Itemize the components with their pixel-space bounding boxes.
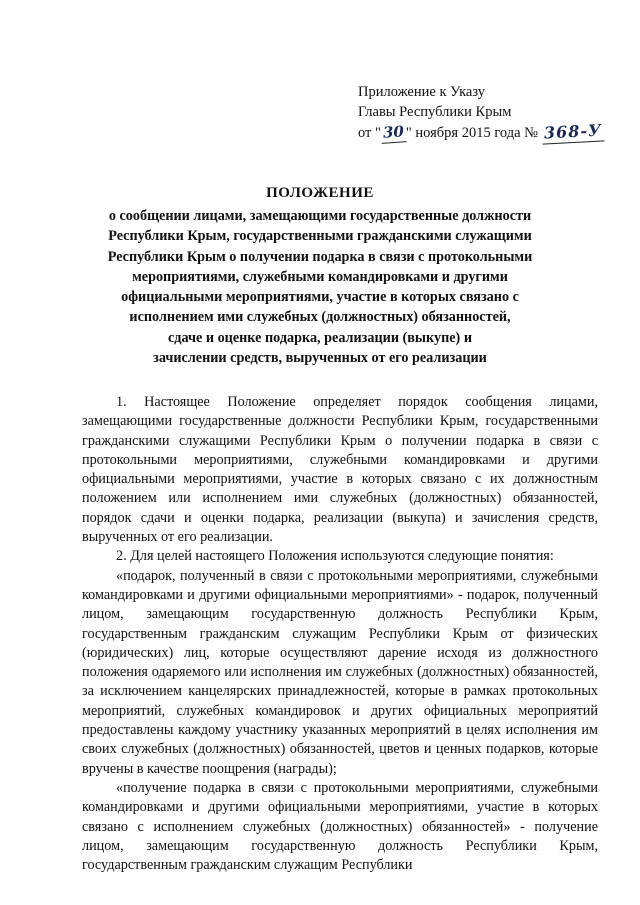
title-line: о сообщении лицами, замещающими государственные должности [108, 208, 532, 224]
appendix-date-middle: " ноября 2015 года № [405, 125, 539, 141]
title-line: мероприятиями, служебными командировками и другими [132, 268, 508, 285]
document-title [80, 182, 560, 368]
paragraph-1: 1. Настоящее Положение определяет порядок сообщения лицами, замещающими государственные должности Республики Крым, государственными гражданскими служащими Республики Крым о получении подарка в связи с протокольными мероприятиями, служебными командировками и другими официальными мероприятиями, участие в которых связано с их должностным положением или исполнением ими служебных (должностных) обязанностей, порядок сдачи и оценки подарка, реализации (выкупа) и зачисления средств, вырученных от его реализации. [82, 394, 598, 546]
document-body [82, 393, 598, 875]
handwritten-decree-number: 368-У [541, 120, 604, 144]
title-main: ПОЛОЖЕНИЕ [266, 185, 374, 201]
appendix-line-2: Главы Республики Крым [358, 104, 512, 120]
handwritten-day: 30 [380, 121, 406, 144]
appendix-reference [358, 82, 604, 143]
title-line: сдаче и оценке подарка, реализации (выкупе) и [168, 329, 472, 346]
appendix-line-3 [358, 122, 604, 143]
title-line: официальными мероприятиями, участие в которых связано с [121, 289, 519, 306]
paragraph-2: 2. Для целей настоящего Положения используются следующие понятия: [116, 548, 554, 565]
title-line: исполнением ими служебных (должностных) обязанностей, [129, 309, 511, 326]
definition-gift: «подарок, полученный в связи с протокольными мероприятиями, служебными командировками и другими официальными мероприятиями» - подарок, полученный лицом, замещающим государственную должность Республики Крым, государственным гражданским служащим Республики Крым от физических (юридических) лиц, которые осуществляют дарение исходя из должностного положения одаряемого или исполнения им служебных (должностных) обязанностей, за исключением канцелярских принадлежностей, которые в рамках протокольных мероприятий, служебных командировок и других официальных мероприятий предоставлены каждому участнику указанных мероприятий в целях исполнения им своих служебных (должностных) обязанностей, цветов и ценных подарков, которые вручены в качестве поощрения (награды); [82, 567, 598, 777]
title-line: зачислении средств, вырученных от его реализации [153, 350, 487, 367]
title-subtitle [80, 206, 560, 368]
title-line: Республики Крым, государственными гражданскими служащими [108, 228, 532, 245]
definition-receiving-gift: «получение подарка в связи с протокольными мероприятиями, служебными командировками и другими официальными мероприятиями, участие в которых связано с исполнением служебных (должностных) обязанностей» - получение лицом, замещающим государственную должность Республики Крым, государственным гражданским служащим Республики [82, 779, 598, 874]
title-line: Республики Крым о получении подарка в связи с протокольными [107, 248, 533, 265]
appendix-line-1: Приложение к Указу [358, 84, 486, 100]
appendix-date-prefix: от " [358, 125, 381, 141]
